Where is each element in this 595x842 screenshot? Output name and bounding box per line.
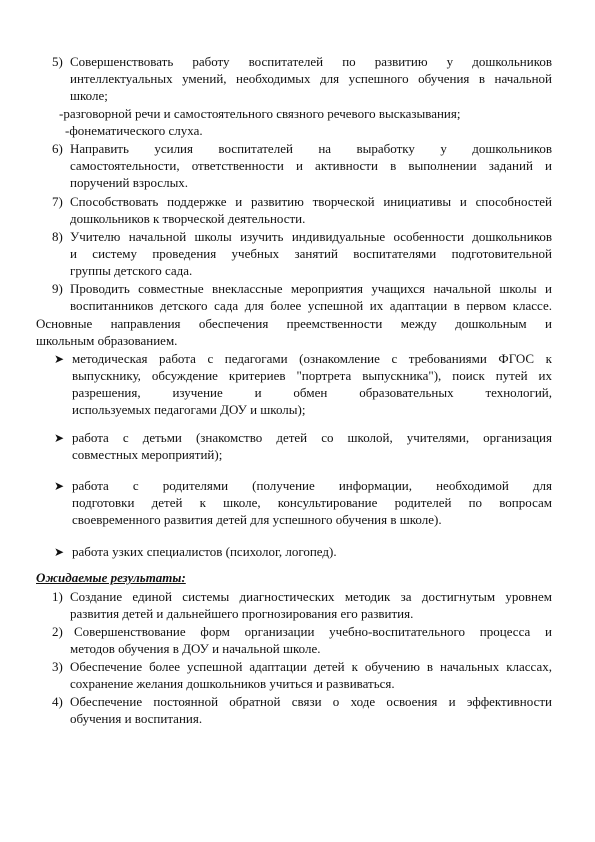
list-item-line: Направить усилия воспитателей на выработку у дошкольников bbox=[70, 141, 552, 156]
section-heading: Ожидаемые результаты: bbox=[36, 570, 186, 585]
list-item-line: группы детского сада. bbox=[70, 263, 193, 278]
list-item-line: воспитанников детского сада для более успешной их адаптации в первом классе. bbox=[70, 298, 552, 313]
direction-line: совместных мероприятий); bbox=[72, 447, 223, 462]
list-number: 8) bbox=[52, 229, 63, 244]
direction-line: выпускнику, обсуждение критериев "портрета выпускника"), поиск путей их bbox=[72, 368, 552, 383]
list-number: 6) bbox=[52, 141, 63, 156]
list-number: 7) bbox=[52, 194, 63, 209]
direction-line: своевременного развития детей для успешного обучения в школе). bbox=[72, 512, 442, 527]
arrow-bullet-icon: ➤ bbox=[54, 431, 65, 445]
list-number: 3) bbox=[52, 659, 63, 674]
result-line: развития детей и дальнейшего прогнозирования его развития. bbox=[70, 606, 414, 621]
arrow-bullet-icon: ➤ bbox=[54, 352, 65, 366]
direction-line: подготовки детей к школе, консультирование родителей по вопросам bbox=[72, 495, 552, 510]
list-item-line: самостоятельности, ответственности и активности в выполнении заданий и bbox=[70, 158, 552, 173]
direction-line: методическая работа с педагогами (ознакомление с требованиями ФГОС к bbox=[72, 351, 552, 366]
result-line: Обеспечение более успешной адаптации детей к обучению в начальных классах, bbox=[70, 659, 552, 674]
list-number: 2) bbox=[52, 624, 63, 639]
dash-item: -разговорной речи и самостоятельного связного речевого высказывания; bbox=[59, 106, 461, 121]
result-line: сохранение желания дошкольников учиться и развиваться. bbox=[70, 676, 395, 691]
paragraph-line: школьным образованием. bbox=[36, 333, 178, 348]
direction-line: разрешения, изучение и обмен образовательных технологий, bbox=[72, 385, 552, 400]
direction-line: работа с детьми (знакомство детей со школой, учителями, организация bbox=[72, 430, 552, 445]
direction-line: работа узких специалистов (психолог, логопед). bbox=[72, 544, 337, 559]
direction-line: работа с родителями (получение информации, необходимой для bbox=[72, 478, 552, 493]
dash-item: -фонематического слуха. bbox=[65, 123, 203, 138]
direction-line: используемых педагогами ДОУ и школы); bbox=[72, 402, 306, 417]
result-line: методов обучения в ДОУ и начальной школе. bbox=[70, 641, 321, 656]
result-line: Обеспечение постоянной обратной связи о ходе освоения и эффективности bbox=[70, 694, 552, 709]
result-line: обучения и воспитания. bbox=[70, 711, 203, 726]
list-item-line: дошкольников к творческой деятельности. bbox=[70, 211, 306, 226]
list-number: 5) bbox=[52, 54, 63, 69]
list-item-line: и систему проведения учебных занятий воспитателями подготовительной bbox=[70, 246, 552, 261]
result-line: Создание единой системы диагностических методик за достигнутым уровнем bbox=[70, 589, 552, 604]
list-item-line: Способствовать поддержке и развитию творческой инициативы и способностей bbox=[70, 194, 552, 209]
list-number: 4) bbox=[52, 694, 63, 709]
result-line: Совершенствование форм организации учебно-воспитательного процесса и bbox=[74, 624, 552, 639]
list-number: 1) bbox=[52, 589, 63, 604]
list-number: 9) bbox=[52, 281, 63, 296]
list-item-line: школе; bbox=[70, 88, 108, 103]
list-item-line: Проводить совместные внеклассные мероприятия учащихся начальной школы и bbox=[70, 281, 552, 296]
list-item-line: Учителю начальной школы изучить индивидуальные особенности дошкольников bbox=[70, 229, 552, 244]
paragraph-line: Основные направления обеспечения преемственности между дошкольным и bbox=[36, 316, 552, 331]
arrow-bullet-icon: ➤ bbox=[54, 479, 65, 493]
arrow-bullet-icon: ➤ bbox=[54, 545, 65, 559]
list-item-line: поручений взрослых. bbox=[70, 175, 189, 190]
list-item-line: Совершенствовать работу воспитателей по развитию у дошкольников bbox=[70, 54, 552, 69]
list-item-line: интеллектуальных умений, необходимых для успешного обучения в начальной bbox=[70, 71, 552, 86]
